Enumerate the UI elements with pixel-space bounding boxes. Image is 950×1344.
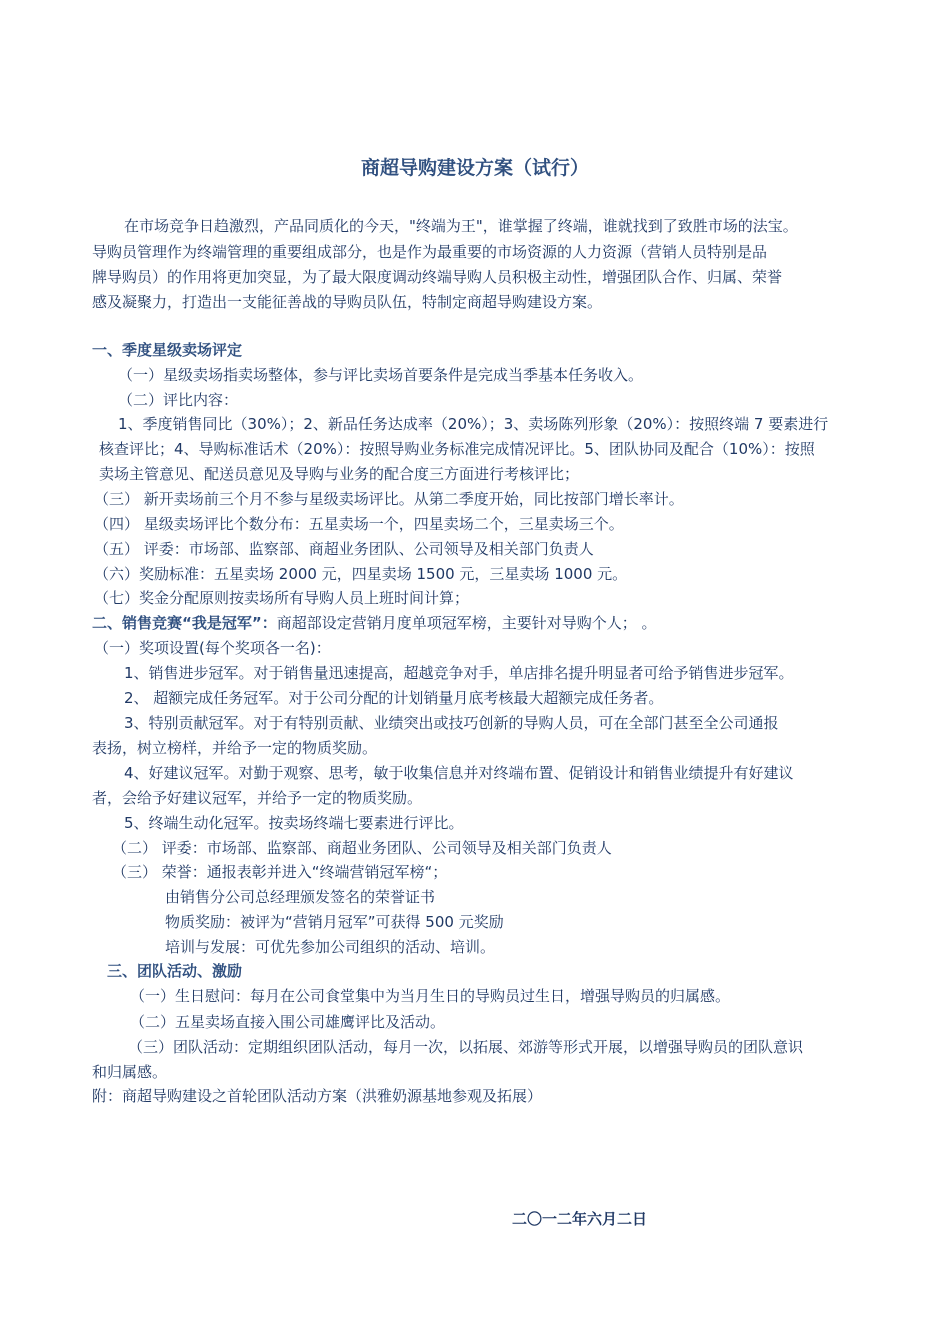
section-line: 培训与发展：可优先参加公司组织的活动、培训。 bbox=[165, 938, 496, 956]
section-line: （一）奖项设置(每个奖项各一名)： bbox=[94, 639, 331, 657]
section-line: （五） 评委：市场部、监察部、商超业务团队、公司领导及相关部门负责人 bbox=[94, 540, 594, 558]
intro-line: 导购员管理作为终端管理的重要组成部分，也是作为最重要的市场资源的人力资源（营销人员特别是品 bbox=[92, 243, 768, 261]
section-line: 表扬，树立榜样，并给予一定的物质奖励。 bbox=[92, 739, 378, 757]
section-line: 由销售分公司总经理颁发签名的荣誉证书 bbox=[165, 888, 436, 906]
section-line: （一）生日慰问：每月在公司食堂集中为当月生日的导购员过生日，增强导购员的归属感。 bbox=[130, 987, 731, 1005]
section-line: 物质奖励：被评为“营销月冠军”可获得 500 元奖励 bbox=[165, 913, 504, 931]
section-line: （二） 评委：市场部、监察部、商超业务团队、公司领导及相关部门负责人 bbox=[112, 839, 612, 857]
section-heading: 一、季度星级卖场评定 bbox=[92, 341, 243, 359]
section-line: （三） 荣誉：通报表彰并进入“终端营销冠军榜“； bbox=[112, 863, 448, 881]
section-line: 者，会给予好建议冠军，并给予一定的物质奖励。 bbox=[92, 789, 423, 807]
section-line: 1、季度销售同比（30%）；2、新品任务达成率（20%）；3、卖场陈列形象（20%）：按照终端 7 要素进行 bbox=[118, 415, 829, 433]
section-line: （六）奖励标准：五星卖场 2000 元，四星卖场 1500 元，三星卖场 1000 元。 bbox=[94, 565, 628, 583]
section-line: （三） 新开卖场前三个月不参与星级卖场评比。从第二季度开始，同比按部门增长率计。 bbox=[94, 490, 684, 508]
section-line: 2、 超额完成任务冠军。对于公司分配的计划销量月底考核最大超额完成任务者。 bbox=[124, 689, 664, 707]
section-heading-line bbox=[92, 611, 657, 636]
section-line: （二）评比内容： bbox=[118, 391, 239, 409]
section-line: 核查评比；4、导购标准话术（20%）：按照导购业务标准完成情况评比。5、团队协同及配合（10%）：按照 bbox=[99, 440, 815, 458]
section-line: 和归属感。 bbox=[92, 1063, 168, 1081]
intro-line: 在市场竞争日趋激烈，产品同质化的今天，"终端为王"，谁掌握了终端，谁就找到了致胜市场的法宝。 bbox=[124, 217, 798, 235]
section-line: （四） 星级卖场评比个数分布：五星卖场一个，四星卖场二个，三星卖场三个。 bbox=[94, 515, 624, 533]
section-line: （七）奖金分配原则按卖场所有导购人员上班时间计算； bbox=[94, 589, 470, 607]
section-heading: 二、销售竞赛“我是冠军”： bbox=[92, 614, 277, 632]
section-line: （三）团队活动：定期组织团队活动，每月一次，以拓展、郊游等形式开展，以增强导购员的团队意识 bbox=[128, 1038, 804, 1056]
section-line: 4、好建议冠军。对勤于观察、思考，敏于收集信息并对终端布置、促销设计和销售业绩提升有好建议 bbox=[124, 764, 794, 782]
section-line: 3、特别贡献冠军。对于有特别贡献、业绩突出或技巧创新的导购人员，可在全部门甚至全公司通报 bbox=[124, 714, 779, 732]
intro-line: 牌导购员）的作用将更加突显，为了最大限度调动终端导购人员积极主动性，增强团队合作、归属、荣誉 bbox=[92, 268, 783, 286]
section-heading: 三、团队活动、激励 bbox=[107, 962, 243, 980]
section-line: 5、终端生动化冠军。按卖场终端七要素进行评比。 bbox=[124, 814, 464, 832]
section-line: 卖场主管意见、配送员意见及导购与业务的配合度三方面进行考核评比； bbox=[99, 465, 580, 483]
appendix-line: 附：商超导购建设之首轮团队活动方案（洪雅奶源基地参观及拓展） bbox=[92, 1087, 543, 1105]
section-heading-rest: 商超部设定营销月度单项冠军榜，主要针对导购个人； 。 bbox=[276, 614, 657, 632]
section-line: （一）星级卖场指卖场整体，参与评比卖场首要条件是完成当季基本任务收入。 bbox=[118, 366, 644, 384]
section-line: （二）五星卖场直接入围公司雄鹰评比及活动。 bbox=[130, 1013, 446, 1031]
document-title: 商超导购建设方案（试行） bbox=[360, 157, 589, 179]
intro-line: 感及凝聚力，打造出一支能征善战的导购员队伍，特制定商超导购建设方案。 bbox=[92, 293, 603, 311]
document-date: 二〇一二年六月二日 bbox=[512, 1210, 648, 1228]
section-line: 1、销售进步冠军。对于销售量迅速提高，超越竞争对手，单店排名提升明显者可给予销售进步冠军。 bbox=[124, 664, 794, 682]
